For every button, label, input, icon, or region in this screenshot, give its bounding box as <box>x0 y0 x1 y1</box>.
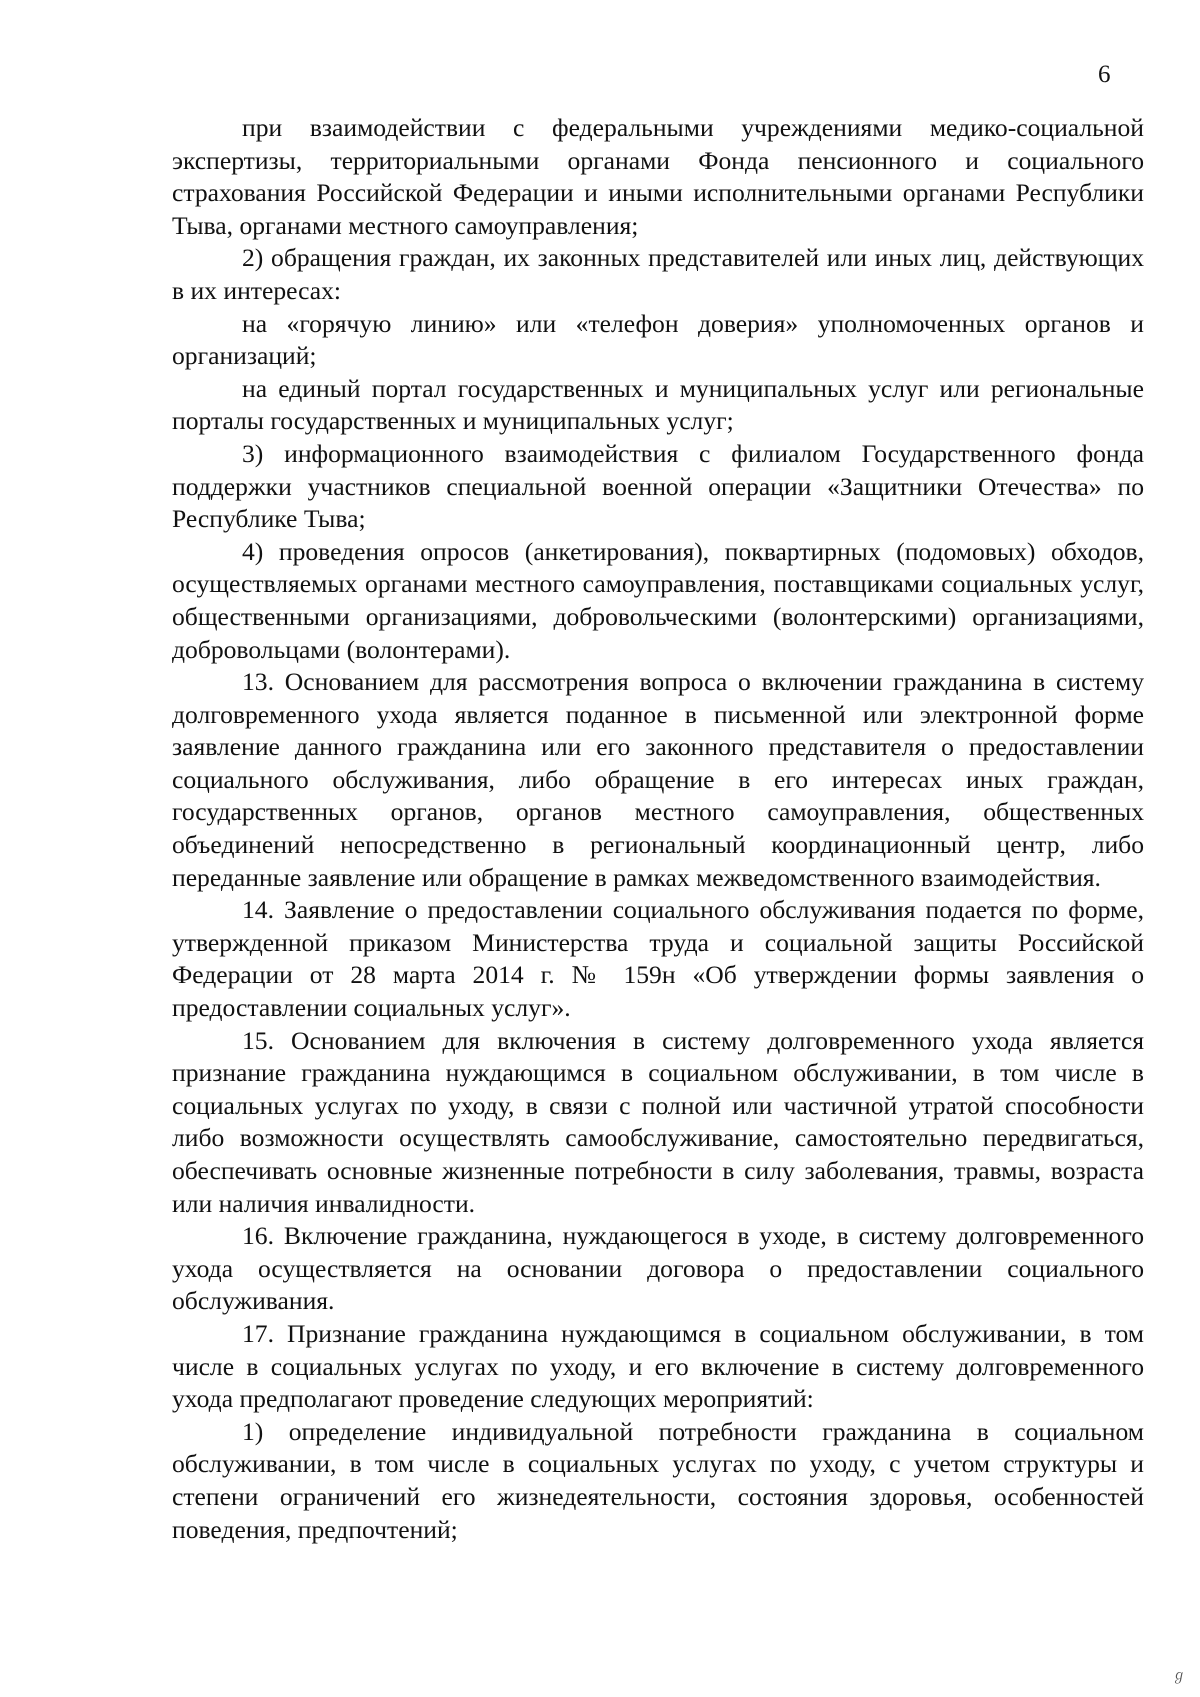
paragraph: при взаимодействии с федеральными учреждениями медико-социальной экспертизы, территориальными органами Фонда пенсионного и социального страхования Российской Федерации и иными исполнительными органами Республики Тыва, органами местного самоуправления; <box>172 113 1144 240</box>
document-body <box>172 112 1144 1546</box>
paragraph: 13. Основанием для рассмотрения вопроса о включении гражданина в систему долговременного ухода является поданное в письменной или электронной форме заявление данного гражданина или его законного представителя о предоставлении социального обслуживания, либо обращение в его интересах иных граждан, государственных органов, органов местного самоуправления, общественных объединений непосредственно в региональный координационный центр, либо переданные заявление или обращение в рамках межведомственного взаимодействия. <box>172 667 1144 892</box>
paragraph: 14. Заявление о предоставлении социального обслуживания подается по форме, утвержденной приказом Министерства труда и социальной защиты Российской Федерации от 28 марта 2014 г. № 159н «Об утверждении формы заявления о предоставлении социальных услуг». <box>172 895 1144 1023</box>
paragraph: на единый портал государственных и муниципальных услуг или региональные порталы государственных и муниципальных услуг; <box>172 373 1144 436</box>
paragraph: на «горячую линию» или «телефон доверия» уполномоченных органов и организаций; <box>172 308 1144 371</box>
paragraph: 16. Включение гражданина, нуждающегося в уходе, в систему долговременного ухода осуществляется на основании договора о предоставлении социального обслуживания. <box>172 1221 1144 1316</box>
page-number: 6 <box>1098 61 1111 88</box>
scan-corner-mark: ℊ <box>1172 1669 1186 1684</box>
paragraph: 2) обращения граждан, их законных представителей или иных лиц, действующих в их интересах: <box>172 243 1144 305</box>
paragraph: 1) определение индивидуальной потребности гражданина в социальном обслуживании, в том числе в социальных услугах по уходу, с учетом структуры и степени ограничений его жизнедеятельности, состояния здоровья, особенностей поведения, предпочтений; <box>172 1416 1144 1544</box>
paragraph: 3) информационного взаимодействия с филиалом Государственного фонда поддержки участников специальной военной операции «Защитники Отечества» по Республике Тыва; <box>172 438 1144 534</box>
paragraph: 17. Признание гражданина нуждающимся в социальном обслуживании, в том числе в социальных услугах по уходу, и его включение в систему долговременного ухода предполагают проведение следующих мероприятий: <box>172 1318 1144 1414</box>
paragraph: 15. Основанием для включения в систему долговременного ухода является признание гражданина нуждающимся в социальном обслуживании, в том числе в социальных услугах по уходу, в связи с полной или частичной утратой способности либо возможности осуществлять самообслуживание, самостоятельно передвигаться, обеспечивать основные жизненные потребности в силу заболевания, травмы, возраста или наличия инвалидности. <box>172 1025 1144 1218</box>
paragraph: 4) проведения опросов (анкетирования), поквартирных (подомовых) обходов, осуществляемых органами местного самоуправления, поставщиками социальных услуг, общественными организациями, добровольческими (волонтерскими) организациями, добровольцами (волонтерами). <box>172 536 1144 664</box>
